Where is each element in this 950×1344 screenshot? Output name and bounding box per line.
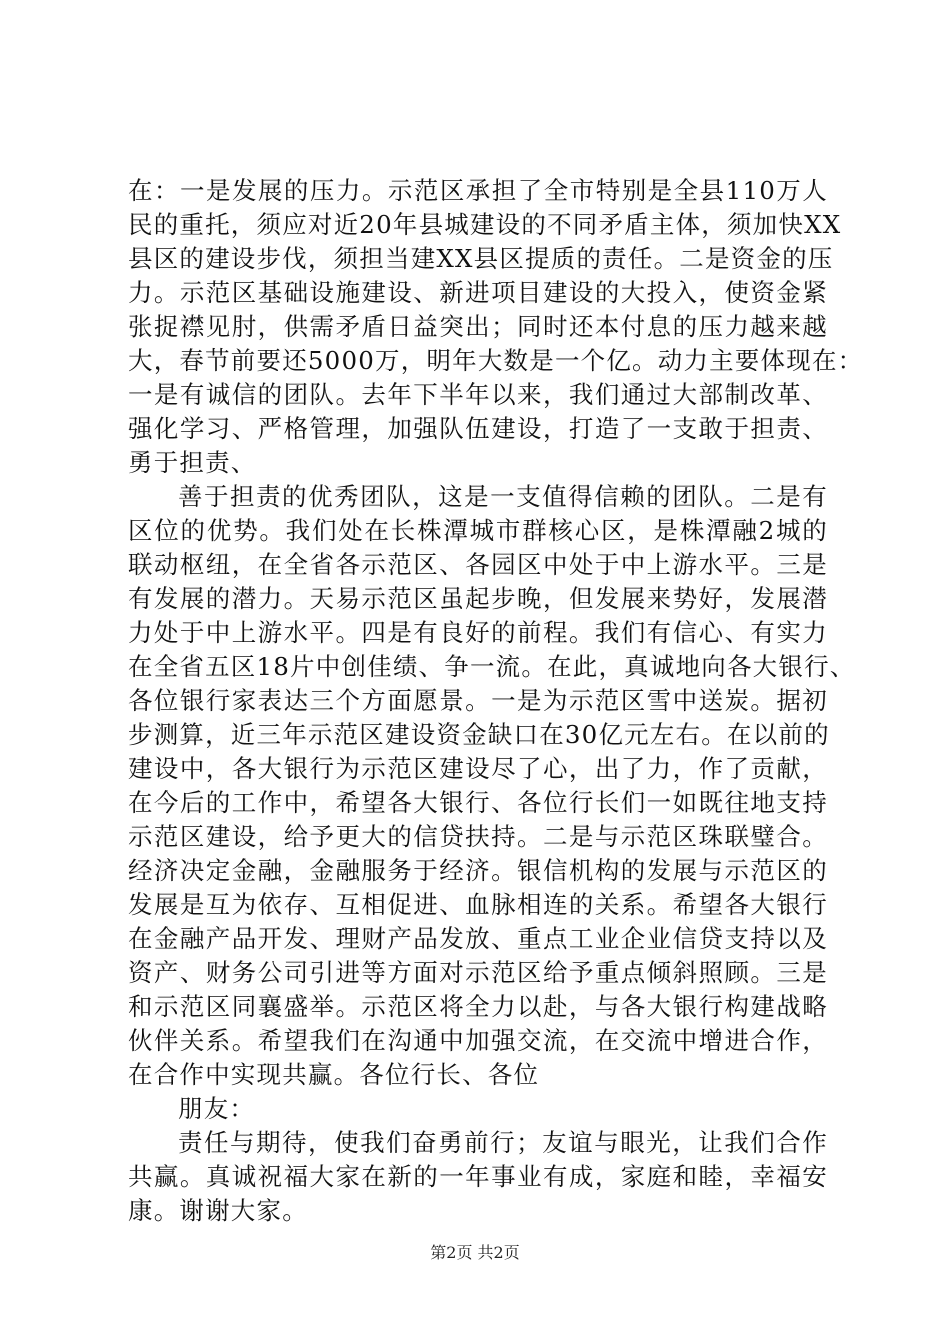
text-line: 朋友：: [178, 1094, 256, 1123]
text-line: 一是有诚信的团队。去年下半年以来，我们通过大部制改革、: [128, 380, 828, 409]
text-line: 共赢。真诚祝福大家在新的一年事业有成，家庭和睦，幸福安: [128, 1162, 828, 1191]
text-line: 区位的优势。我们处在长株潭城市群核心区，是株潭融2城的: [128, 516, 828, 545]
text-line: 张捉襟见肘，供需矛盾日益突出；同时还本付息的压力越来越: [128, 312, 828, 341]
text-line: 和示范区同襄盛举。示范区将全力以赴，与各大银行构建战略: [128, 992, 828, 1021]
text-line: 力处于中上游水平。四是有良好的前程。我们有信心、有实力: [128, 618, 828, 647]
text-line: 示范区建设，给予更大的信贷扶持。二是与示范区珠联璧合。: [128, 822, 828, 851]
document-body: [128, 174, 864, 1228]
text-line: 有发展的潜力。天易示范区虽起步晚，但发展来势好，发展潜: [128, 584, 828, 613]
text-line: 伙伴关系。希望我们在沟通中加强交流，在交流中增进合作，: [128, 1026, 828, 1055]
text-line: 康。谢谢大家。: [128, 1196, 308, 1225]
text-line: 民的重托，须应对近20年县城建设的不同矛盾主体，须加快XX: [128, 210, 842, 239]
text-line: 经济决定金融，金融服务于经济。银信机构的发展与示范区的: [128, 856, 828, 885]
text-line: 资产、财务公司引进等方面对示范区给予重点倾斜照顾。三是: [128, 958, 828, 987]
text-line: 强化学习、严格管理，加强队伍建设，打造了一支敢于担责、: [128, 414, 828, 443]
text-line: 力。示范区基础设施建设、新进项目建设的大投入，使资金紧: [128, 278, 828, 307]
text-line: 各位银行家表达三个方面愿景。一是为示范区雪中送炭。据初: [128, 686, 828, 715]
text-line: 在今后的工作中，希望各大银行、各位行长们一如既往地支持: [128, 788, 828, 817]
text-line: 在合作中实现共赢。各位行长、各位: [128, 1060, 540, 1089]
text-line: 联动枢纽，在全省各示范区、各园区中处于中上游水平。三是: [128, 550, 828, 579]
text-line: 勇于担责、: [128, 448, 257, 477]
text-line: 责任与期待，使我们奋勇前行；友谊与眼光，让我们合作: [178, 1128, 828, 1157]
text-line: 在金融产品开发、理财产品发放、重点工业企业信贷支持以及: [128, 924, 828, 953]
text-line: 发展是互为依存、互相促进、血脉相连的关系。希望各大银行: [128, 890, 828, 919]
text-line: 县区的建设步伐，须担当建XX县区提质的责任。二是资金的压: [128, 244, 834, 273]
text-line: 步测算，近三年示范区建设资金缺口在30亿元左右。在以前的: [128, 720, 830, 749]
text-line: 在全省五区18片中创佳绩、争一流。在此，真诚地向各大银行、: [128, 652, 856, 681]
text-line: 大，春节前要还5000万，明年大数是一个亿。动力主要体现在：: [128, 346, 864, 375]
page-footer: 第2页 共2页: [430, 1243, 520, 1262]
text-line: 在：一是发展的压力。示范区承担了全市特别是全县110万人: [128, 176, 828, 205]
text-line: 善于担责的优秀团队，这是一支值得信赖的团队。二是有: [178, 482, 828, 511]
text-line: 建设中，各大银行为示范区建设尽了心，出了力，作了贡献，: [128, 754, 828, 783]
